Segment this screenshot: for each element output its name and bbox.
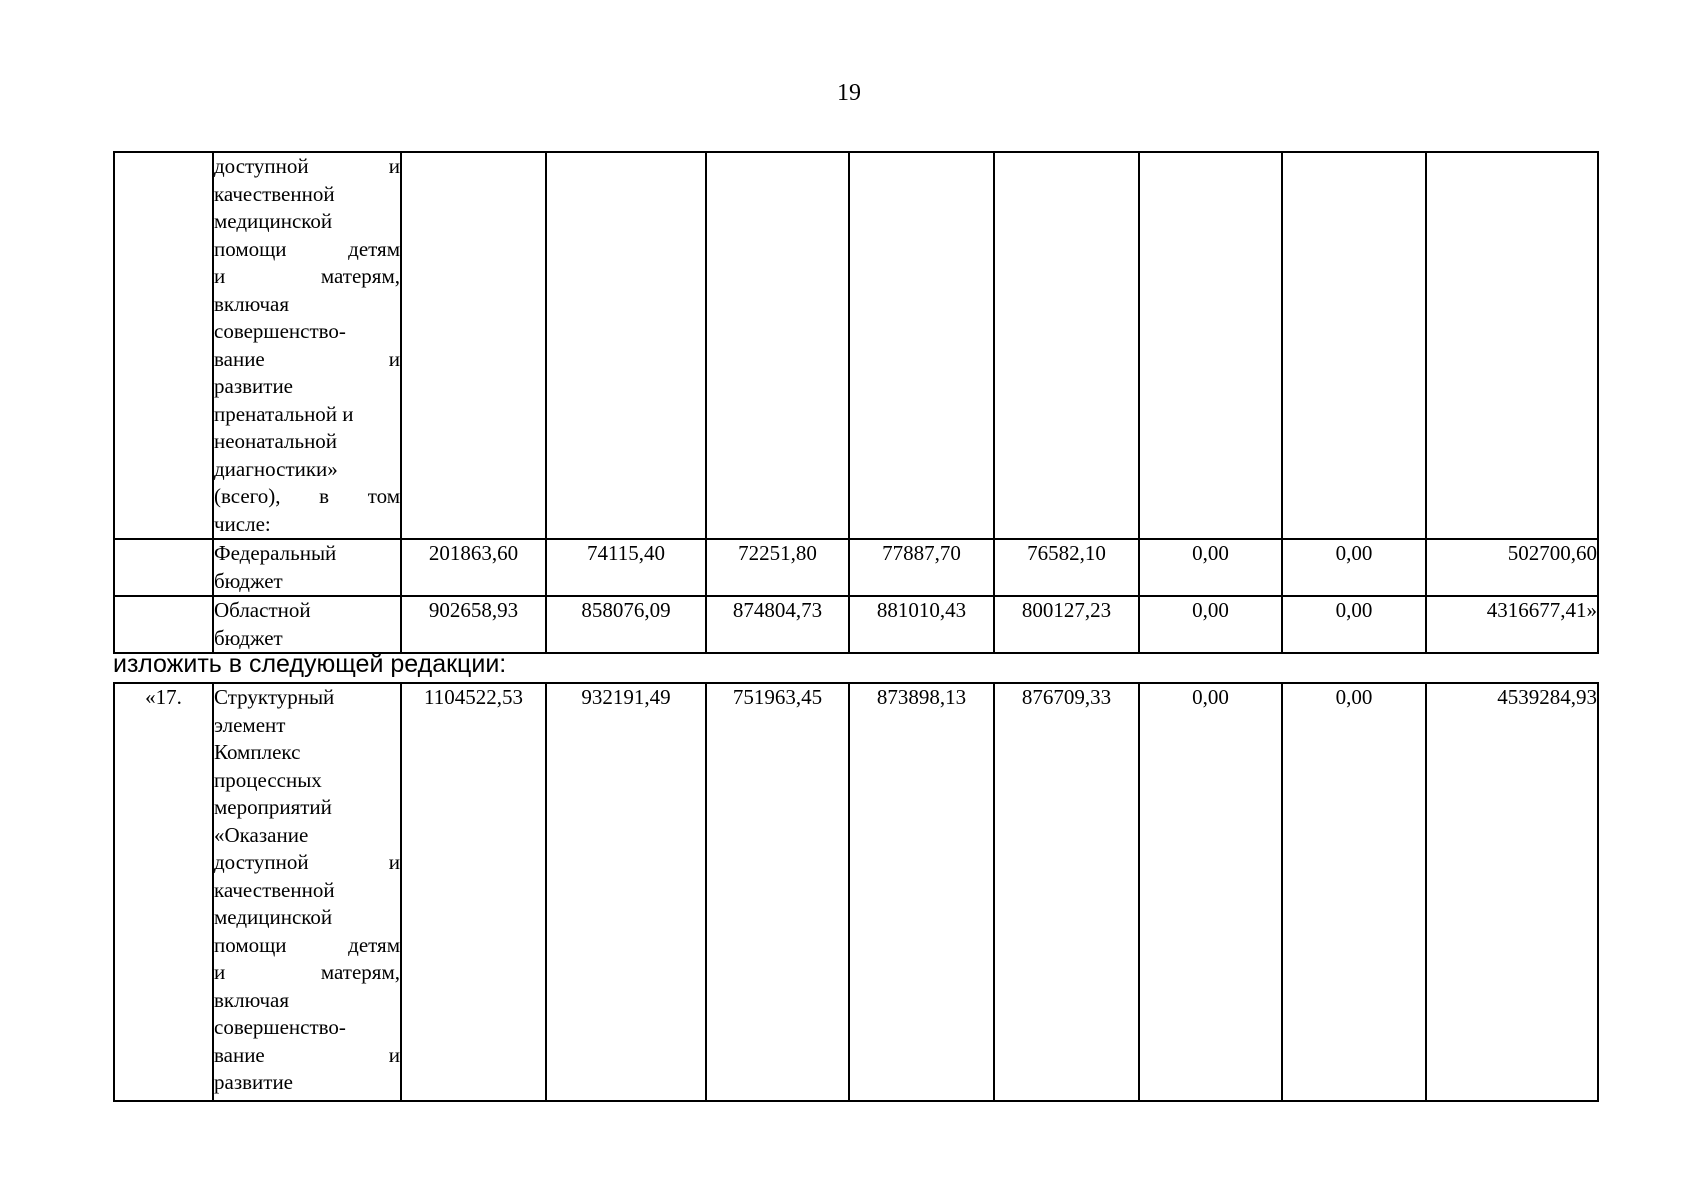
description-line: числе:	[214, 511, 271, 536]
amendment-instruction: изложить в следующей редакции:	[113, 650, 507, 678]
value-cell	[994, 152, 1139, 539]
description-line: и матерям,	[214, 264, 400, 288]
value-cell: 0,00	[1139, 539, 1282, 596]
value-cell: 201863,60	[401, 539, 546, 596]
regional-budget-row	[114, 596, 1598, 653]
index-cell	[114, 596, 213, 653]
value-cell: 932191,49	[546, 683, 706, 1101]
budget-label-line: бюджет	[214, 568, 283, 593]
description-cell	[213, 683, 401, 1101]
description-line: неонатальной	[214, 429, 338, 453]
index-cell	[114, 152, 213, 539]
funding-table-top	[113, 151, 1599, 654]
value-cell: 0,00	[1282, 596, 1426, 653]
value-cell: 751963,45	[706, 683, 849, 1101]
description-line: включая	[214, 987, 290, 1012]
budget-label-line: Областной	[214, 598, 311, 622]
value-cell	[546, 152, 706, 539]
value-cell	[401, 152, 546, 539]
description-line: вание и	[214, 1042, 400, 1067]
value-cell: 874804,73	[706, 596, 849, 653]
index-cell	[114, 539, 213, 596]
item-17-row	[114, 683, 1598, 1101]
description-line: элемент	[214, 712, 286, 737]
value-cell: 0,00	[1282, 539, 1426, 596]
description-line: развитие	[214, 374, 294, 398]
value-cell: 0,00	[1139, 683, 1282, 1101]
description-line: доступной и	[214, 850, 400, 874]
value-cell: 77887,70	[849, 539, 994, 596]
budget-label-cell	[213, 539, 401, 596]
value-cell: 858076,09	[546, 596, 706, 653]
description-line: и матерям,	[214, 960, 400, 984]
description-line: помощи детям	[214, 236, 400, 261]
description-line: качественной	[214, 877, 335, 902]
description-line: (всего), в том	[214, 484, 400, 508]
description-text	[214, 684, 400, 1097]
value-cell	[1426, 152, 1598, 539]
budget-label-cell	[213, 596, 401, 653]
budget-label-line: Федеральный	[214, 541, 337, 565]
value-cell	[706, 152, 849, 539]
description-line: развитие	[214, 1070, 294, 1094]
description-line: доступной и	[214, 154, 400, 178]
value-cell: 0,00	[1139, 596, 1282, 653]
description-line: Структурный	[214, 685, 335, 709]
value-cell: 76582,10	[994, 539, 1139, 596]
value-cell: 902658,93	[401, 596, 546, 653]
description-line: мероприятий	[214, 795, 332, 819]
description-line: медицинской	[214, 209, 333, 233]
funding-table-bottom	[113, 682, 1599, 1102]
value-cell: 72251,80	[706, 539, 849, 596]
value-cell	[849, 152, 994, 539]
description-line: диагностики»	[214, 456, 338, 481]
description-cell	[213, 152, 401, 539]
federal-budget-row	[114, 539, 1598, 596]
total-cell: 502700,60	[1426, 539, 1598, 596]
description-line: пренатальной и	[214, 401, 354, 426]
description-line: процессных	[214, 767, 322, 792]
value-cell: 74115,40	[546, 539, 706, 596]
index-cell: «17.	[114, 683, 213, 1101]
value-cell: 800127,23	[994, 596, 1139, 653]
description-line: Комплекс	[214, 740, 301, 764]
total-cell: 4539284,93	[1426, 683, 1598, 1101]
description-text	[214, 153, 400, 538]
description-line: качественной	[214, 181, 335, 206]
value-cell	[1282, 152, 1426, 539]
value-cell	[1139, 152, 1282, 539]
page-number: 19	[837, 80, 861, 106]
description-line: включая	[214, 291, 290, 316]
description-line: «Оказание	[214, 822, 309, 847]
value-cell: 1104522,53	[401, 683, 546, 1101]
description-row	[114, 152, 1598, 539]
value-cell: 876709,33	[994, 683, 1139, 1101]
value-cell: 0,00	[1282, 683, 1426, 1101]
description-line: медицинской	[214, 905, 333, 929]
description-line: вание и	[214, 346, 400, 371]
budget-label-line: бюджет	[214, 625, 283, 650]
value-cell: 873898,13	[849, 683, 994, 1101]
description-line: помощи детям	[214, 932, 400, 957]
description-line: совершенство-	[214, 1015, 346, 1039]
description-line: совершенство-	[214, 319, 346, 343]
total-cell: 4316677,41»	[1426, 596, 1598, 653]
value-cell: 881010,43	[849, 596, 994, 653]
